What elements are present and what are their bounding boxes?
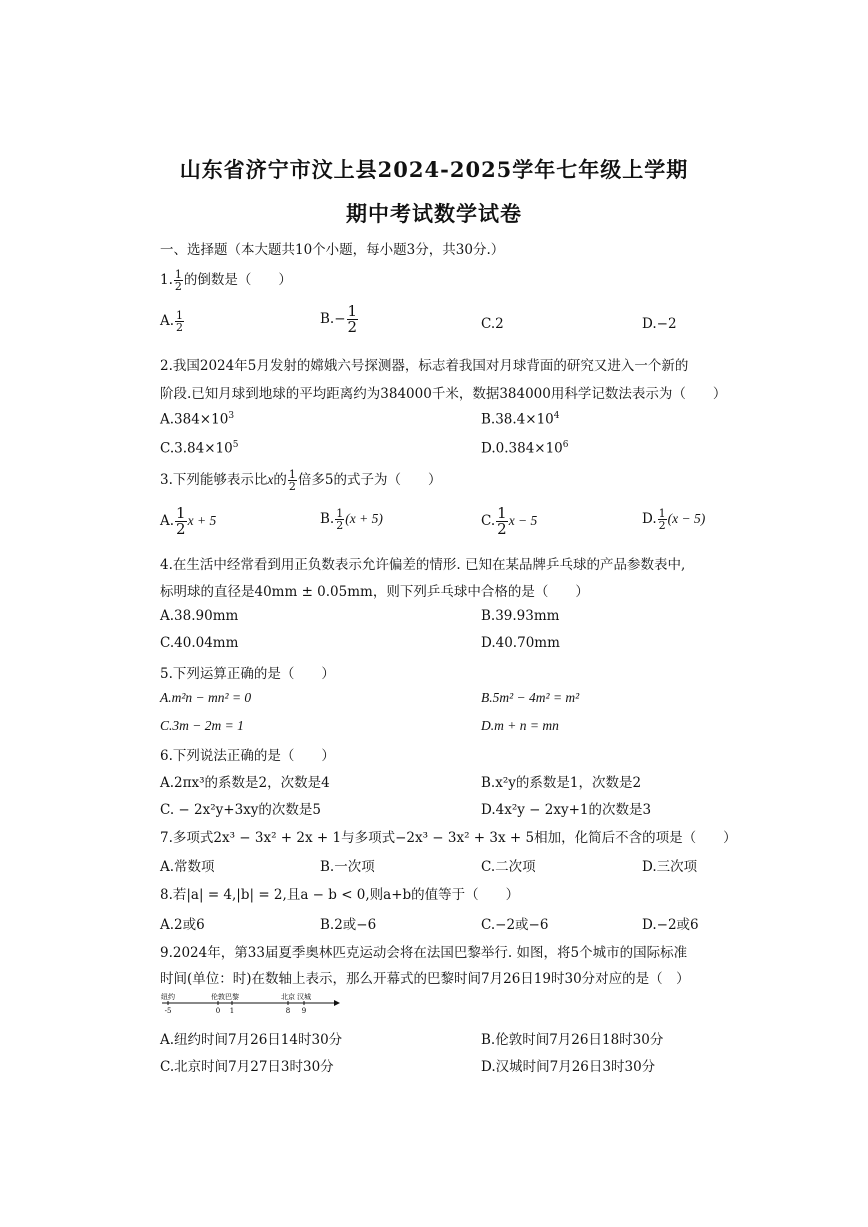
q8-option-c: C.−2或−6 bbox=[481, 917, 549, 933]
question-6-stem: 6.下列说法正确的是（ ） bbox=[160, 748, 335, 764]
q1-frac-denominator: 2 bbox=[174, 280, 182, 293]
q2-option-c bbox=[160, 440, 238, 457]
q3-a-fraction bbox=[175, 506, 187, 537]
q1-option-a bbox=[160, 310, 185, 333]
city-label: 巴黎 bbox=[225, 993, 239, 1001]
q2-d-exp: 6 bbox=[562, 440, 569, 450]
q2-b-base: B.38.4×10 bbox=[481, 411, 554, 428]
page-title-line2: 期中考试数学试卷 bbox=[346, 201, 522, 226]
q3-a-den: 2 bbox=[176, 520, 186, 538]
q8-option-a: A.2或6 bbox=[160, 917, 205, 933]
q2-option-a bbox=[160, 411, 234, 428]
q6-option-b: B.x²y的系数是1，次数是2 bbox=[481, 775, 642, 791]
q6-option-c: C. − 2x²y+3xy的次数是5 bbox=[160, 802, 322, 818]
q2-d-base: D.0.384×10 bbox=[481, 440, 563, 457]
q3-a-tail: x + 5 bbox=[187, 513, 217, 528]
q1-b-fraction bbox=[347, 304, 359, 335]
city-label: 汉城 bbox=[297, 993, 311, 1001]
q7-option-a: A.常数项 bbox=[160, 859, 215, 875]
q2-a-base: A.384×10 bbox=[160, 411, 229, 428]
q3-option-a bbox=[160, 506, 216, 537]
q1-b-label: B.− bbox=[320, 311, 346, 327]
q3-d-label: D. bbox=[642, 511, 657, 527]
question-7-stem: 7.多项式2x³ − 3x² + 2x + 1与多项式−2x³ − 3x² + 3x + 5相加，化简后不含的项是（ ） bbox=[160, 830, 737, 846]
city-label: 纽约 bbox=[161, 993, 175, 1001]
q3-option-c bbox=[481, 506, 537, 537]
q2-c-base: C.3.84×10 bbox=[160, 440, 233, 457]
city-label: 北京 bbox=[281, 993, 295, 1001]
q2-a-exp: 3 bbox=[228, 411, 235, 421]
q1-a-den: 2 bbox=[176, 321, 184, 334]
q1-a-label: A. bbox=[160, 313, 175, 329]
q7-option-c: C.二次项 bbox=[481, 859, 536, 875]
q1-prefix: 1. bbox=[160, 272, 173, 288]
q1-frac-numerator: 1 bbox=[174, 268, 182, 281]
q6-option-d: D.4x²y − 2xy+1的次数是3 bbox=[481, 802, 652, 818]
q3-b-tail: (x + 5) bbox=[345, 511, 383, 526]
q3-option-d bbox=[642, 508, 705, 531]
q4-option-b: B.39.93mm bbox=[481, 608, 560, 624]
q3-a-label: A. bbox=[160, 513, 175, 529]
q7-option-d: D.三次项 bbox=[642, 859, 698, 875]
q3-a-num: 1 bbox=[176, 504, 186, 522]
value-label: 1 bbox=[229, 1007, 235, 1015]
q5-option-d: D.m + n = mn bbox=[481, 718, 559, 733]
value-label: 0 bbox=[215, 1007, 221, 1015]
q1-stem-text: 的倒数是（ ） bbox=[183, 272, 292, 288]
q6-option-a: A.2πx³的系数是2，次数是4 bbox=[160, 775, 330, 791]
q1-fraction bbox=[174, 269, 183, 292]
page-title-line1: 山东省济宁市汶上县2024-2025学年七年级上学期 bbox=[179, 157, 689, 182]
q1-option-d: D.−2 bbox=[642, 316, 677, 332]
q3-variable: x bbox=[267, 472, 274, 487]
q3-d-fraction bbox=[658, 508, 667, 531]
question-1-stem bbox=[160, 268, 292, 292]
q3-c-num: 1 bbox=[497, 504, 507, 522]
q3-d-num: 1 bbox=[658, 507, 666, 520]
q2-option-b bbox=[481, 411, 560, 428]
q9-option-c: C.北京时间7月27日3时30分 bbox=[160, 1059, 334, 1075]
q3-c-fraction bbox=[496, 506, 508, 537]
q1-a-fraction bbox=[175, 310, 184, 333]
q7-option-b: B.一次项 bbox=[320, 859, 375, 875]
q9-option-b: B.伦敦时间7月26日18时30分 bbox=[481, 1032, 664, 1048]
q1-b-num: 1 bbox=[347, 302, 358, 320]
q3-d-den: 2 bbox=[658, 519, 666, 532]
q3-b-fraction bbox=[335, 508, 344, 531]
q3-fraction bbox=[288, 469, 297, 492]
question-9-line1: 9.2024年，第33届夏季奥林匹克运动会将在法国巴黎举行. 如图，将5个城市的国际标准 bbox=[160, 945, 688, 961]
q1-option-b bbox=[320, 304, 359, 335]
q3-stem-a: 3.下列能够表示比 bbox=[160, 472, 268, 488]
q4-option-d: D.40.70mm bbox=[481, 635, 560, 651]
value-label: -5 bbox=[164, 1007, 172, 1015]
question-2-line2: 阶段.已知月球到地球的平均距离约为384000千米，数据384000用科学记数法表示为（ ） bbox=[160, 386, 727, 402]
time-zone-number-line bbox=[160, 993, 340, 1017]
q3-c-tail: x − 5 bbox=[508, 513, 538, 528]
q3-d-tail: (x − 5) bbox=[667, 511, 706, 526]
q2-c-exp: 5 bbox=[232, 440, 239, 450]
axis-arrow bbox=[334, 1000, 340, 1006]
question-9-line2: 时间(单位：时)在数轴上表示，那么开幕式的巴黎时间7月26日19时30分对应的是（ ） bbox=[160, 971, 690, 987]
q3-stem-b: 的 bbox=[273, 472, 287, 488]
q5-option-c: C.3m − 2m = 1 bbox=[160, 718, 244, 733]
value-label: 8 bbox=[285, 1007, 291, 1015]
q2-b-exp: 4 bbox=[553, 411, 560, 421]
q2-option-d bbox=[481, 440, 569, 457]
question-4-line1: 4.在生活中经常看到用正负数表示允许偏差的情形. 已知在某品牌乒乓球的产品参数表中, bbox=[160, 557, 686, 573]
question-5-stem: 5.下列运算正确的是（ ） bbox=[160, 666, 335, 682]
q3-stem-c: 倍多5的式子为（ ） bbox=[297, 472, 442, 488]
q4-option-a: A.38.90mm bbox=[160, 608, 239, 624]
city-label: 伦敦 bbox=[211, 993, 225, 1001]
q3-b-num: 1 bbox=[336, 507, 344, 520]
q3-b-label: B. bbox=[320, 511, 335, 527]
q8-option-d: D.−2或6 bbox=[642, 917, 699, 933]
value-label: 9 bbox=[301, 1007, 307, 1015]
q8-option-b: B.2或−6 bbox=[320, 917, 377, 933]
q5-option-b: B.5m² − 4m² = m² bbox=[481, 690, 580, 705]
q3-frac-den: 2 bbox=[288, 480, 296, 493]
question-4-line2: 标明球的直径是40mm ± 0.05mm，则下列乒乓球中合格的是（ ） bbox=[160, 584, 589, 600]
q9-option-a: A.纽约时间7月26日14时30分 bbox=[160, 1032, 343, 1048]
section-heading: 一、选择题（本大题共10个小题，每小题3分，共30分.） bbox=[160, 242, 505, 258]
q1-b-den: 2 bbox=[347, 318, 358, 336]
question-8-stem: 8.若|a| = 4,|b| = 2,且a − b < 0,则a+b的值等于（ ） bbox=[160, 887, 520, 903]
question-2-line1: 2.我国2024年5月发射的嫦娥六号探测器，标志着我国对月球背面的研究又进入一个新的 bbox=[160, 358, 689, 374]
q9-option-d: D.汉城时间7月26日3时30分 bbox=[481, 1059, 656, 1075]
q4-option-c: C.40.04mm bbox=[160, 635, 239, 651]
q3-option-b bbox=[320, 508, 383, 531]
q1-a-num: 1 bbox=[176, 309, 184, 322]
q3-c-den: 2 bbox=[497, 520, 507, 538]
question-3-stem bbox=[160, 468, 441, 492]
q5-option-a: A.m²n − mn² = 0 bbox=[160, 690, 252, 705]
q3-c-label: C. bbox=[481, 513, 496, 529]
q3-b-den: 2 bbox=[336, 519, 344, 532]
q3-frac-num: 1 bbox=[288, 468, 296, 481]
q1-option-c: C.2 bbox=[481, 316, 504, 332]
